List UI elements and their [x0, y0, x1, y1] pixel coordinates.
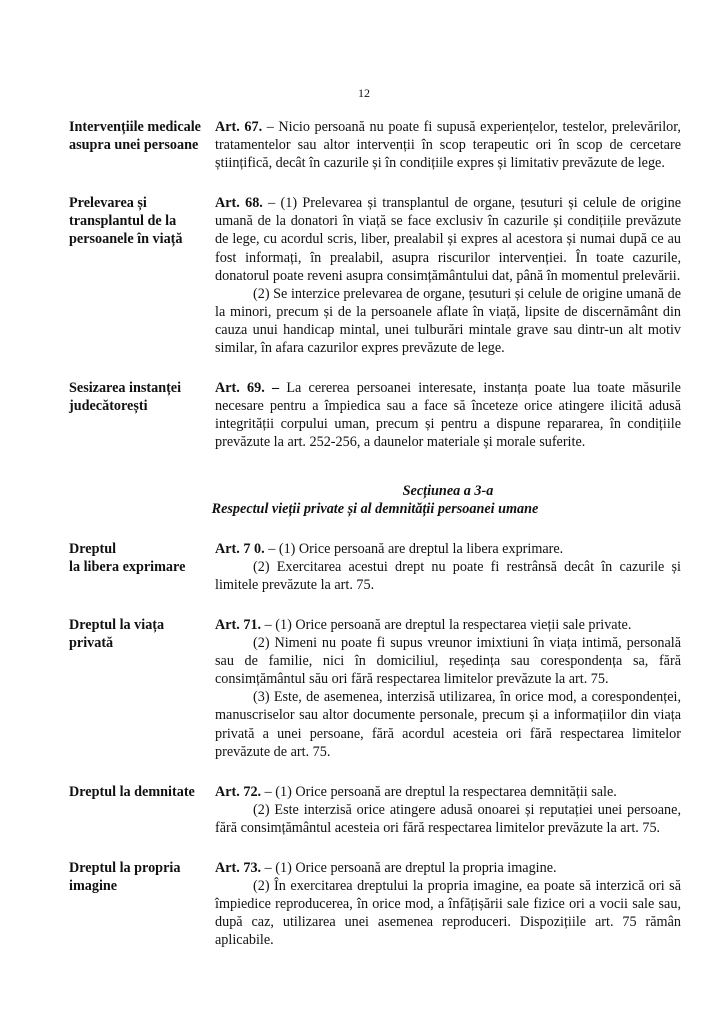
article-67-side-title: Intervențiile medicale asupra unei persoane	[69, 119, 201, 154]
article-71	[69, 616, 681, 761]
article-67-body: Art. 67. – Nicio persoană nu poate fi supusă experiențelor, testelor, prelevărilor, tratamentelor sau altor intervenții în scop terapeutic ori în scop de cercetare științifică, decât în cazurile și în condițiile expres și limitativ prevăzute de lege.	[215, 119, 681, 172]
article-70-side-title: Dreptul la libera exprimare	[69, 540, 186, 575]
document-content	[69, 118, 681, 949]
article-label: Art. 72.	[215, 783, 262, 800]
article-72	[69, 783, 681, 837]
article-label: Art. 73.	[215, 860, 262, 876]
article-68-side-title: Prelevarea și transplantul de la persoanele în viață	[69, 195, 183, 248]
article-73	[69, 859, 681, 949]
article-70	[69, 540, 681, 594]
article-label: Art. 67.	[215, 119, 263, 135]
article-69-body: Art. 69. – La cererea persoanei interesate, instanța poate lua toate măsurile necesare pentru a împiedica sau a face să înceteze orice atingere ilicită adusă integrității corpului uman, precum și pentru a dispune repararea, în condițiile prevăzute la art. 252-256, a daunelor materiale și morale suferite.	[215, 380, 681, 451]
section-title: Secțiunea a 3-a	[402, 482, 494, 499]
article-71-side-title: Dreptul la viața privată	[69, 616, 165, 652]
article-72-body: Art. 72. – (1) Orice persoană are dreptul la respectarea demnității sale. (2) Este interzisă orice atingere adusă onoarei și reputației unei persoane, fără consimțământul acesteia ori fără respectarea limitelor prevăzute la art. 75.	[215, 783, 681, 836]
article-71-body: Art. 71. – (1) Orice persoană are dreptul la respectarea vieții sale private. (2) Nimeni nu poate fi supus vreunor imixtiuni în viața intimă, personală sau de familie, nici în domiciliul, reședința sau corespondența sa, fără consimțământul său ori fără respectarea limitelor prevăzute la art. 75. (3) Este, de asemenea, interzisă utilizarea, în orice mod, a corespondenței, manuscriselor sau altor documente personale, precum și a informațiilor din viața privată a unei persoane, fără acordul acesteia ori fără respectarea limitelor prevăzute de art. 75.	[215, 616, 681, 760]
article-69	[69, 379, 681, 451]
article-73-side-title: Dreptul la propria imagine	[69, 860, 181, 895]
article-69-side-title: Sesizarea instanței judecătorești	[69, 380, 182, 415]
section-subtitle: Respectul vieții private și al demnității persoanei umane	[211, 500, 539, 517]
page-number: 12	[358, 86, 370, 100]
article-label: Art. 69. –	[215, 380, 280, 397]
article-67	[69, 118, 681, 172]
article-72-side-title: Dreptul la demnitate	[69, 783, 195, 800]
article-68	[69, 194, 681, 357]
article-70-body: Art. 7 0. – (1) Orice persoană are dreptul la libera exprimare. (2) Exercitarea acestui drept nu poate fi restrânsă decât în cazurile și limitele prevăzute la art. 75.	[215, 540, 681, 593]
section-heading	[69, 482, 681, 518]
article-label: Art. 68.	[215, 195, 263, 212]
article-73-body: Art. 73. – (1) Orice persoană are dreptul la propria imagine. (2) În exercitarea dreptului la propria imagine, ea poate să interzică ori să împiedice reproducerea, în orice mod, a înfățișării sale fizice ori a vocii sale sau, după caz, utilizarea unei asemenea reproduceri. Dispozițiile art. 75 rămân aplicabile.	[215, 860, 681, 949]
article-label: Art. 71.	[215, 616, 262, 633]
article-label: Art. 7 0.	[215, 540, 265, 557]
article-68-body: Art. 68. – (1) Prelevarea și transplantul de organe, țesuturi și celule de origine umană de la donatori în viață se face exclusiv în cazurile și condițiile prevăzute de lege, cu acordul scris, liber, prealabil și expres al acestora și numai după ce au fost informați, în prealabil, asupra riscurilor intervenției. În toate cazurile, donatorul poate reveni asupra consimțământului dat, până în momentul prelevării. (2) Se interzice prelevarea de organe, țesuturi și celule de origine umană de la minori, precum și de la persoanele aflate în viață, lipsite de discernământ din cauza unui handicap mintal, unei tulburări mintale grave sau dintr-un alt motiv similar, în afara cazurilor expres prevăzute de lege.	[215, 195, 681, 357]
